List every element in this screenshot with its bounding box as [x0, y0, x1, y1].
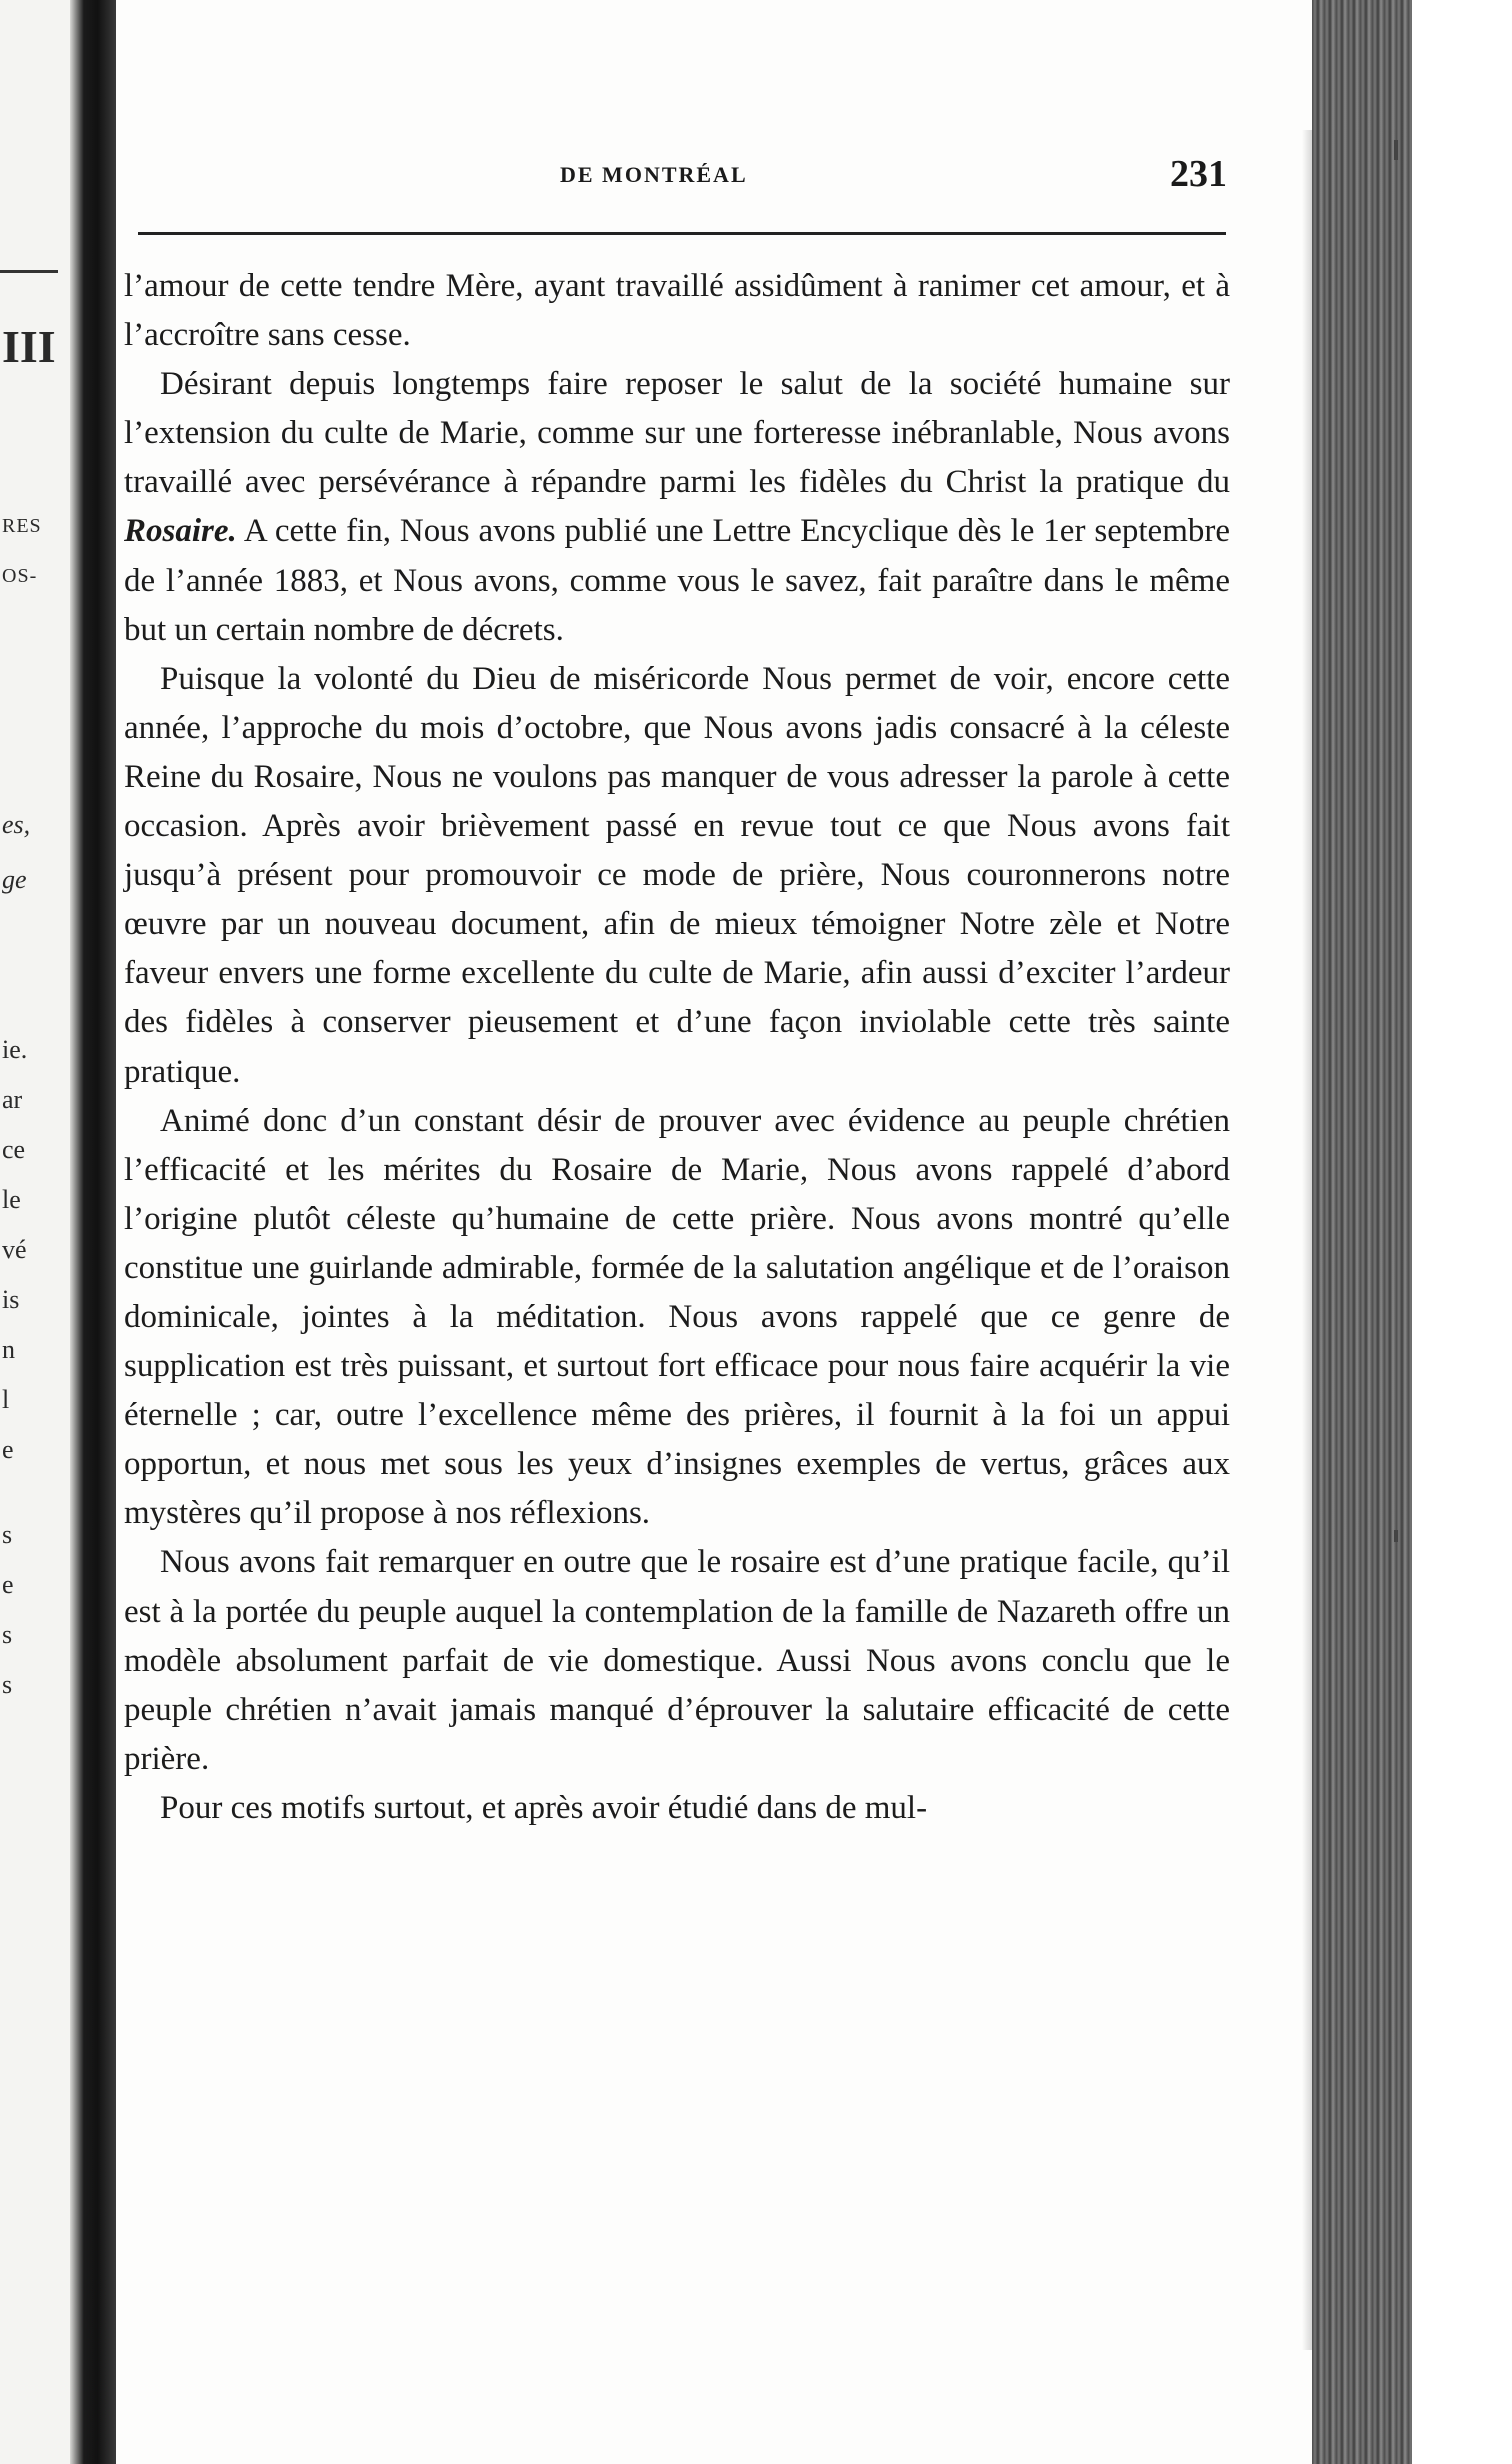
paragraph	[124, 1784, 1230, 1833]
previous-page-fragment: ge	[2, 865, 27, 894]
scan-mark	[1394, 140, 1398, 160]
previous-page-fragment: OS-	[2, 565, 38, 587]
previous-page-fragment: l	[2, 1385, 10, 1414]
previous-page-fragment: es,	[2, 810, 31, 839]
previous-page-fragment: ar	[2, 1085, 23, 1114]
paragraph	[124, 655, 1230, 1097]
paragraph-text: Désirant depuis longtemps faire reposer le salut de la société humaine sur l’extension du culte de Marie, comme sur une forteresse inébranlable, Nous avons travaillé avec persévérance à répandre parmi les fidèles du Christ la pratique du	[124, 366, 1230, 501]
previous-page-fragment: III	[2, 321, 56, 372]
previous-page-fragment: s	[2, 1520, 13, 1549]
scan-mark	[1394, 1530, 1398, 1542]
paragraph	[124, 1538, 1230, 1783]
previous-page-fragment: s	[2, 1620, 13, 1649]
header-rule	[138, 232, 1226, 235]
paragraph-text: Nous avons fait remarquer en outre que le rosaire est d’une pratique facile, qu’il est à la portée du peuple auquel la contemplation de la famille de Nazareth offre un modèle absolument parfait de vie domestique. Aussi Nous avons conclu que le peuple chrétien n’avait jamais manqué d’éprouver la salutaire efficacité de cette prière.	[124, 1544, 1230, 1777]
running-head: DE MONTRÉAL	[560, 162, 748, 187]
paragraph-text: Puisque la volonté du Dieu de miséricorde Nous permet de voir, encore cette année, l’approche du mois d’octobre, que Nous avons jadis consacré à la céleste Reine du Rosaire, Nous ne voulons pas manquer de vous adresser la parole à cette occasion. Après avoir brièvement passé en revue tout ce que Nous avons fait jusqu’à présent pour promouvoir ce mode de prière, Nous couronnerons notre œuvre par un nouveau document, afin de mieux témoigner Notre zèle et Notre faveur envers une forme excellente du culte de Marie, afin aussi d’exciter l’ardeur des fidèles à conserver pieusement et d’une façon inviolable cette très sainte pratique.	[124, 660, 1230, 1090]
previous-page-fragment: is	[2, 1285, 20, 1314]
book-spine-gutter	[70, 0, 116, 2464]
body-text	[124, 262, 1230, 1833]
previous-page-fragment: le	[2, 1185, 21, 1214]
page-edge-shadow	[1302, 130, 1312, 2350]
paragraph-text: A cette fin, Nous avons publié une Lettre Encyclique dès le 1er septembre de l’année 1883, et Nous avons, comme vous le savez, fait paraître dans le même but un certain nombre de décrets.	[124, 513, 1230, 648]
paragraph-text: Pour ces motifs surtout, et après avoir étudié dans de mul-	[160, 1789, 928, 1826]
previous-page-fragment: ce	[2, 1135, 26, 1164]
paragraph-text: l’amour de cette tendre Mère, ayant travaillé assidûment à ranimer cet amour, et à l’accroître sans cesse.	[124, 268, 1230, 354]
previous-page-fragment: n	[2, 1335, 15, 1364]
previous-page-fragment: ie.	[2, 1035, 28, 1064]
page-stack-edge	[1312, 0, 1412, 2464]
page-number: 231	[1170, 153, 1227, 195]
paragraph	[124, 360, 1230, 655]
previous-page-fragment: e	[2, 1570, 14, 1599]
previous-page-fragment: vé	[2, 1235, 27, 1264]
previous-page-fragment: RES	[2, 515, 42, 537]
paragraph	[124, 1097, 1230, 1539]
previous-page-rule	[0, 270, 58, 273]
paragraph	[124, 262, 1230, 360]
paragraph-text: Animé donc d’un constant désir de prouver avec évidence au peuple chrétien l’efficacité et les mérites du Rosaire de Marie, Nous avons rappelé d’abord l’origine plutôt céleste qu’humaine de cette prière. Nous avons montré qu’elle constitue une guirlande admirable, formée de la salutation angélique et de l’oraison dominicale, jointes à la méditation. Nous avons rappelé que ce genre de supplication est très puissant, et surtout fort efficace pour nous faire acquérir la vie éternelle ; car, outre l’excellence même des prières, il fournit à la foi un appui opportun, et nous met sous les yeux d’insignes exemples de vertus, grâces aux mystères qu’il propose à nos réflexions.	[124, 1102, 1230, 1532]
emphasis-rosaire: Rosaire.	[124, 513, 237, 550]
previous-page-fragment: s	[2, 1670, 13, 1699]
previous-page-fragment: e	[2, 1435, 14, 1464]
